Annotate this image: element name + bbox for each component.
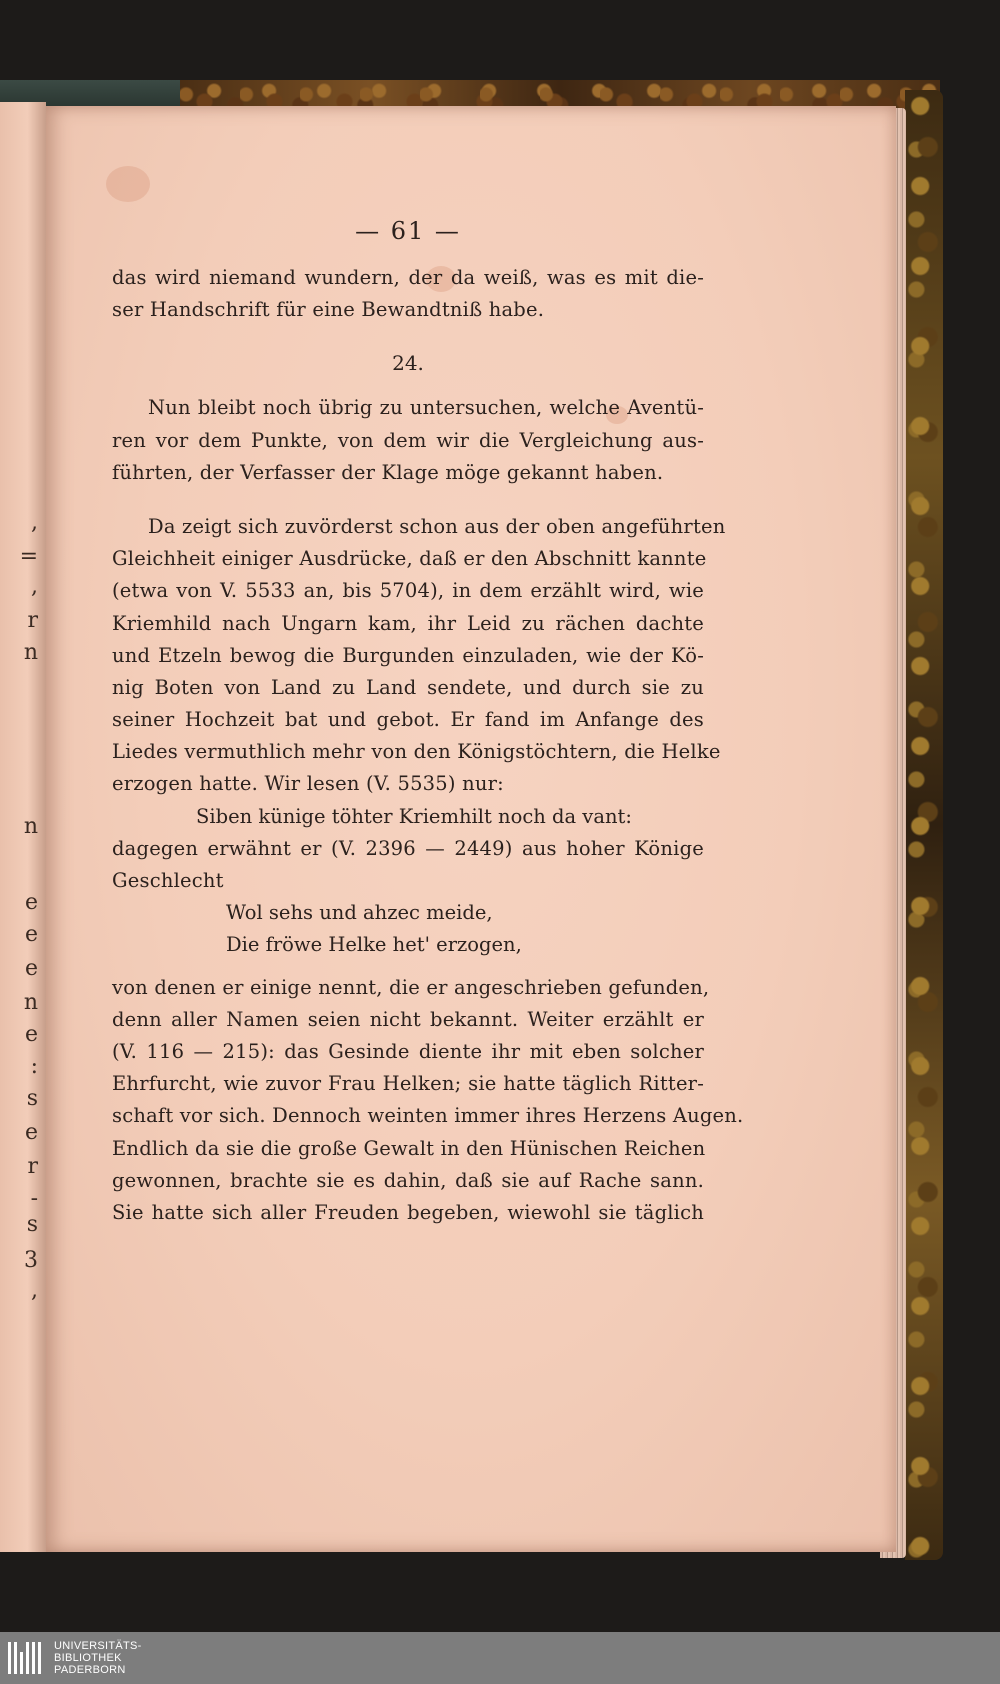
facing-page-text [0,102,46,1552]
facing-page-fragment: e [24,1022,38,1047]
text-line: ser Handschrift für eine Bewandtniß habe. [112,298,545,322]
text-line: (V. 116 — 215): das Gesinde diente ihr mit eben solcher [112,1039,704,1063]
library-logo-text [54,1640,142,1676]
logo-line: PADERBORN [54,1664,126,1676]
text-line: von denen er einige nennt, die er angeschrieben gefunden, [112,975,710,999]
facing-page-fragment: e [24,956,38,981]
text-line: Kriemhild nach Ungarn kam, ihr Leid zu rächen dachte [112,611,704,635]
text-line: ren vor dem Punkte, von dem wir die Vergleichung aus- [112,428,704,452]
facing-page-fragment: n [23,814,38,839]
facing-page-fragment: e [24,1120,38,1145]
verse-line: Wol sehs und ahzec meide, [226,901,493,925]
facing-page-fragment: e [24,922,38,947]
text-line: führten, der Verfasser der Klage möge gekannt haben. [112,460,664,484]
text-line: denn aller Namen seien nicht bekannt. Weiter erzählt er [112,1007,704,1031]
facing-page-fragment: r [27,608,38,633]
facing-page-fragment: , [31,1278,38,1303]
text-line: gewonnen, brachte sie es dahin, daß sie auf Rache sann. [112,1168,704,1192]
text-line: Nun bleibt noch übrig zu untersuchen, welche Aventü- [148,396,704,420]
text-line: Da zeigt sich zuvörderst schon aus der oben angeführten [148,514,726,538]
text-line: schaft vor sich. Dennoch weinten immer ihres Herzens Augen. [112,1104,744,1128]
verse-line: Die fröwe Helke het' erzogen, [226,933,522,957]
text-line: Endlich da sie die große Gewalt in den Hünischen Reichen [112,1136,706,1160]
library-footer [0,1632,1000,1684]
text-line: Sie hatte sich aller Freuden begeben, wiewohl sie täglich [112,1200,704,1224]
facing-page-fragment: n [23,990,38,1015]
facing-page-fragment: , [31,574,38,599]
text-line: und Etzeln bewog die Burgunden einzuladen, wie der Kö- [112,643,704,667]
section-number: 24. [392,351,424,376]
verse-line: Siben künige töhter Kriemhilt noch da vant: [196,804,632,828]
facing-page-fragment: e [24,890,38,915]
text-line: das wird niemand wundern, der da weiß, was es mit die- [112,266,704,289]
logo-line: BIBLIOTHEK [54,1652,122,1664]
text-line: Ehrfurcht, wie zuvor Frau Helken; sie hatte täglich Ritter- [112,1072,704,1096]
facing-page-fragment: - [30,1186,38,1211]
facing-page-fragment: : [30,1054,38,1079]
logo-line: UNIVERSITÄTS- [54,1640,142,1652]
facing-page-fragment: r [27,1154,38,1179]
text-line: nig Boten von Land zu Land sendete, und durch sie zu [112,675,704,699]
facing-page-fragment: , [31,510,38,535]
facing-page-fragment: n [23,640,38,665]
text-line: erzogen hatte. Wir lesen (V. 5535) nur: [112,772,504,796]
text-line: Geschlecht [112,869,224,892]
facing-page-sliver [0,102,46,1552]
marbled-cover-edge [905,90,943,1560]
facing-page-fragment: 3 [24,1248,38,1273]
page-number: — 61 — [355,217,461,245]
library-bars-icon [8,1642,48,1674]
text-line: dagegen erwähnt er (V. 2396 — 2449) aus hoher Könige [112,836,704,860]
text-line: (etwa von V. 5533 an, bis 5704), in dem erzählt wird, wie [112,579,704,603]
text-line: Gleichheit einiger Ausdrücke, daß er den Abschnitt kannte [112,547,707,571]
facing-page-fragment: = [19,544,38,569]
page-text [112,216,744,1229]
text-line: Liedes vermuthlich mehr von den Königstöchtern, die Helke [112,740,721,764]
facing-page-fragment: s [26,1212,38,1237]
text-line: seiner Hochzeit bat und gebot. Er fand im Anfange des [112,708,704,732]
foxing-spot [106,166,150,202]
book-page [46,106,896,1552]
facing-page-fragment: s [26,1086,38,1111]
